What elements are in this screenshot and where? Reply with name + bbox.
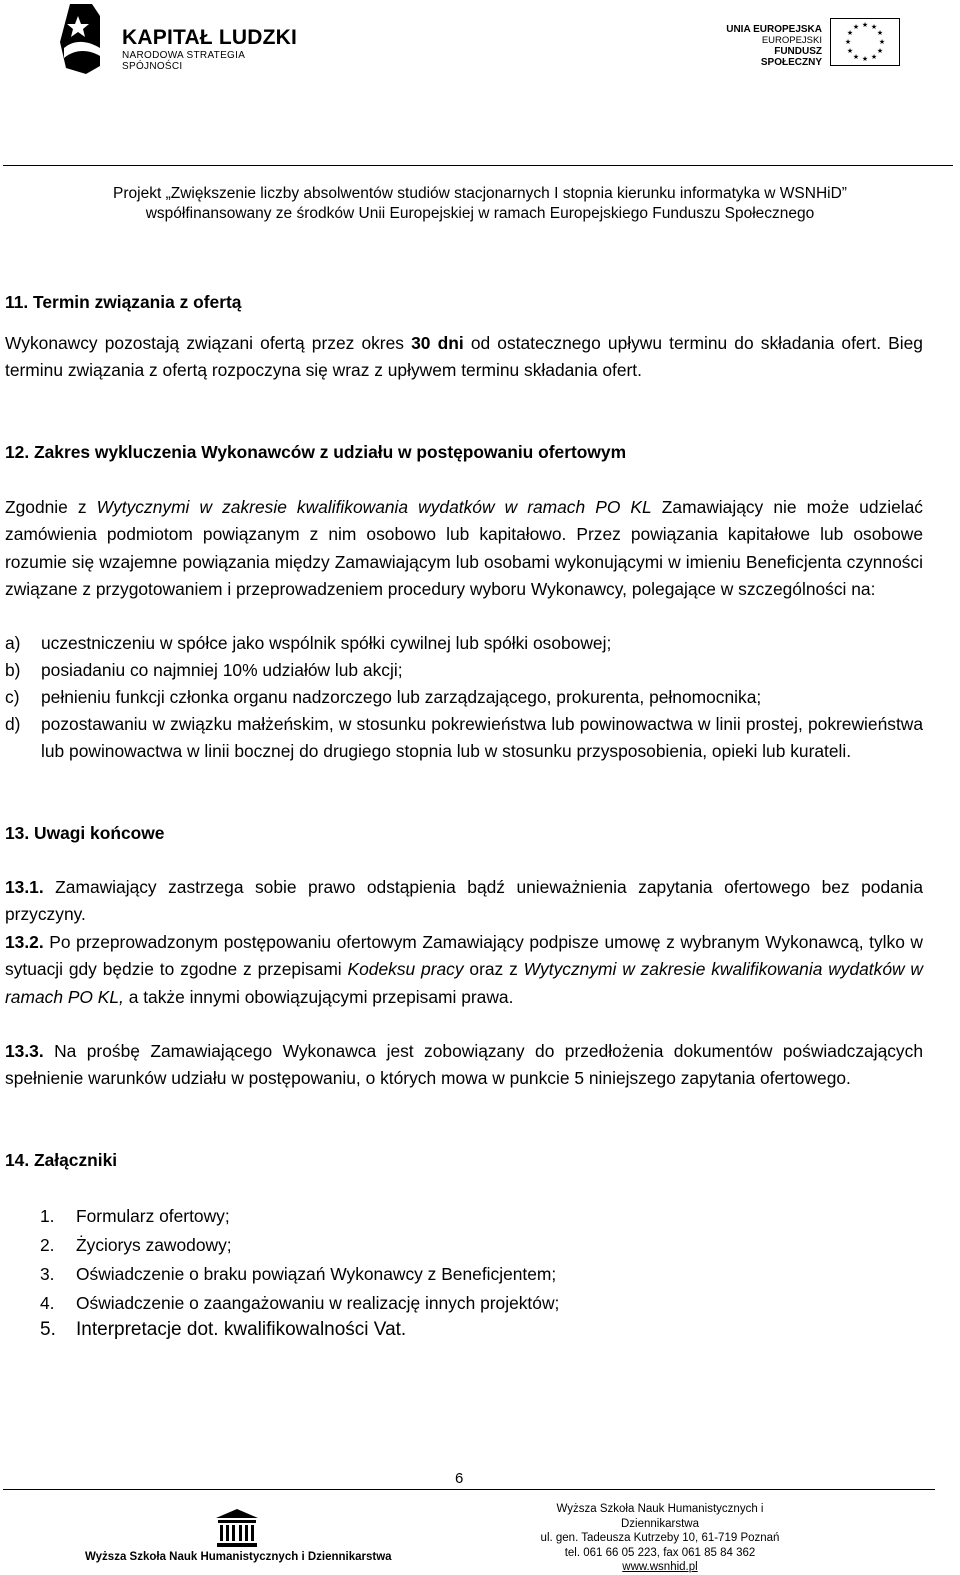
footer-address-name: Wyższa Szkoła Nauk Humanistycznych i Dziennikarstwa [556, 1503, 764, 1530]
item-text: uczestniczeniu w spółce jako wspólnik spółki cywilnej lub spółki osobowej; [41, 633, 612, 653]
section-12-intro-b: Zamawiający nie może udzielać zamówienia podmiotom powiązanym z nim osobowo lub kapitałowo. Przez powiązania kapitałowe lub osobowe rozumie się wzajemne powiązania między Zamawiającym lub osobami wykonującymi w imieniu Beneficjenta czynności związane z przygotowaniem i przeprowadzeniem procedury wyboru Wykonawcy, polegające w szczególności na: [5, 497, 923, 600]
section-12-intro-italic: Wytycznymi w zakresie kwalifikowania wydatków w ramach PO KL [96, 497, 652, 517]
svg-text:★: ★ [878, 38, 886, 46]
attachment-number: 5. [40, 1319, 56, 1340]
section-11-text-b: od ostatecznego upływu terminu do składania ofert. Bieg terminu związania z ofertą rozpoczyna się wraz z upływem terminu składania ofert. [5, 333, 923, 381]
footer-website-link[interactable]: www.wsnhid.pl [622, 1561, 698, 1573]
svg-text:★: ★ [870, 53, 878, 61]
section-13-2-text-a: Po przeprowadzonym postępowaniu ofertowym Zamawiający podpisze umowę z wybranym Wykonawcą, tylko w sytuacji gdy będzie to zgodne z przepisami [5, 932, 923, 980]
footer-address [540, 1502, 780, 1575]
eu-logo-text [718, 24, 822, 68]
attachment-number: 3. [40, 1264, 55, 1284]
section-13-3 [5, 1038, 923, 1093]
attachment-item [40, 1262, 556, 1286]
section-12-item [5, 630, 923, 657]
svg-text:★: ★ [876, 47, 884, 55]
kl-logo-subtitle: NARODOWA STRATEGIA SPÓJNOŚCI [122, 50, 245, 72]
section-11-heading: 11. Termin związania z ofertą [5, 292, 242, 312]
section-13-2-number: 13.2. [5, 932, 44, 952]
section-12-item [5, 657, 923, 684]
eu-logo-line2: EUROPEJSKI [761, 35, 822, 46]
attachment-number: 2. [40, 1235, 55, 1255]
attachment-text: Formularz ofertowy; [76, 1206, 230, 1226]
svg-text:★: ★ [844, 38, 852, 46]
section-13-1-number: 13.1. [5, 877, 44, 897]
section-12-heading: 12. Zakres wykluczenia Wykonawców z udziału w postępowaniu ofertowym [5, 442, 627, 462]
section-12-item [5, 684, 923, 711]
header-divider [3, 165, 953, 166]
svg-text:★: ★ [846, 29, 854, 37]
kapital-ludzki-emblem-icon [56, 2, 108, 76]
school-emblem-icon [215, 1508, 259, 1548]
eu-logo-line1: UNIA EUROPEJSKA [726, 24, 822, 35]
eu-logo-line3: FUNDUSZ SPOŁECZNY [760, 46, 822, 68]
section-11-text [5, 330, 923, 385]
section-12-intro [5, 494, 923, 604]
page-number: 6 [455, 1470, 464, 1487]
section-11-text-a: Wykonawcy pozostają związani ofertą przez okres [5, 333, 412, 353]
section-13-1-text: Zamawiający zastrzega sobie prawo odstąpienia bądź unieważnienia zapytania ofertowego bez podania przyczyny. [5, 877, 923, 925]
section-13-3-number: 13.3. [5, 1041, 44, 1061]
eu-logo [718, 18, 902, 70]
attachment-number: 1. [40, 1206, 55, 1226]
section-13-2-text-c: a także innymi obowiązującymi przepisami prawa. [123, 986, 514, 1007]
project-line-1: Projekt „Zwiększenie liczby absolwentów studiów stacjonarnych I stopnia kierunku informatyka w WSNHiD” [113, 185, 847, 202]
project-info [0, 184, 960, 224]
item-text: pełnieniu funkcji członka organu nadzorczego lub zarządzającego, prokurenta, pełnomocnika; [41, 687, 762, 707]
footer-address-phone: tel. 061 66 05 223, fax 061 85 84 362 [564, 1546, 756, 1559]
svg-text:★: ★ [846, 47, 854, 55]
section-14-heading: 14. Załączniki [5, 1150, 118, 1170]
section-13-2-text-b: oraz z [463, 959, 524, 980]
section-13-3-text: Na prośbę Zamawiającego Wykonawca jest zobowiązany do przedłożenia dokumentów poświadczających spełnienie warunków udziału w postępowaniu, o których mowa w punkcie 5 niniejszego zapytania ofertowego. [5, 1041, 923, 1089]
section-13-2 [5, 929, 923, 1011]
section-13-2-italic-2: Wytycznymi w zakresie kwalifikowania wydatków w ramach PO KL, [5, 959, 923, 1007]
svg-text:★: ★ [870, 23, 878, 31]
attachment-item [40, 1318, 406, 1342]
item-marker: c) [5, 687, 20, 707]
section-11-text-bold: 30 dni [411, 333, 464, 353]
attachment-item [40, 1233, 232, 1257]
item-text: posiadaniu co najmniej 10% udziałów lub akcji; [41, 660, 403, 680]
footer-divider [3, 1489, 935, 1490]
item-text: pozostawaniu w związku małżeńskim, w stosunku pokrewieństwa lub powinowactwa w linii prostej, pokrewieństwa lub powinowactwa w linii bocznej do drugiego stopnia lub w stosunku przysposobienia, opieki lub kurateli. [41, 714, 923, 761]
attachment-text: Interpretacje dot. kwalifikowalności Vat. [76, 1319, 407, 1340]
attachment-text: Oświadczenie o braku powiązań Wykonawcy z Beneficjentem; [76, 1264, 557, 1284]
project-line-2: współfinansowany ze środków Unii Europejskiej w ramach Europejskiego Funduszu Społecznego [145, 205, 815, 222]
attachment-item [40, 1291, 559, 1315]
section-12-intro-a: Zgodnie z [5, 497, 97, 517]
svg-text:★: ★ [861, 55, 869, 63]
attachment-text: Oświadczenie o zaangażowaniu w realizację innych projektów; [76, 1293, 560, 1313]
section-13-2-italic-1: Kodeksu pracy [347, 959, 464, 980]
section-13-1 [5, 874, 923, 929]
item-marker: d) [5, 714, 21, 734]
footer-address-street: ul. gen. Tadeusza Kutrzeby 10, 61-719 Poznań [540, 1532, 780, 1544]
svg-text:★: ★ [876, 29, 884, 37]
svg-text:★: ★ [852, 23, 860, 31]
attachment-number: 4. [40, 1293, 55, 1313]
attachment-item [40, 1204, 230, 1228]
section-13-heading: 13. Uwagi końcowe [5, 823, 165, 843]
kl-logo-title: KAPITAŁ LUDZKI [122, 26, 298, 49]
svg-text:★: ★ [861, 21, 869, 29]
footer-school-name: Wyższa Szkoła Nauk Humanistycznych i Dziennikarstwa [85, 1551, 392, 1563]
item-marker: b) [5, 660, 21, 680]
attachment-text: Życiorys zawodowy; [76, 1235, 232, 1255]
eu-flag-icon [830, 18, 900, 66]
svg-text:★: ★ [852, 53, 860, 61]
section-12-item [5, 711, 923, 765]
kapital-ludzki-logo [56, 2, 306, 80]
item-marker: a) [5, 633, 21, 653]
